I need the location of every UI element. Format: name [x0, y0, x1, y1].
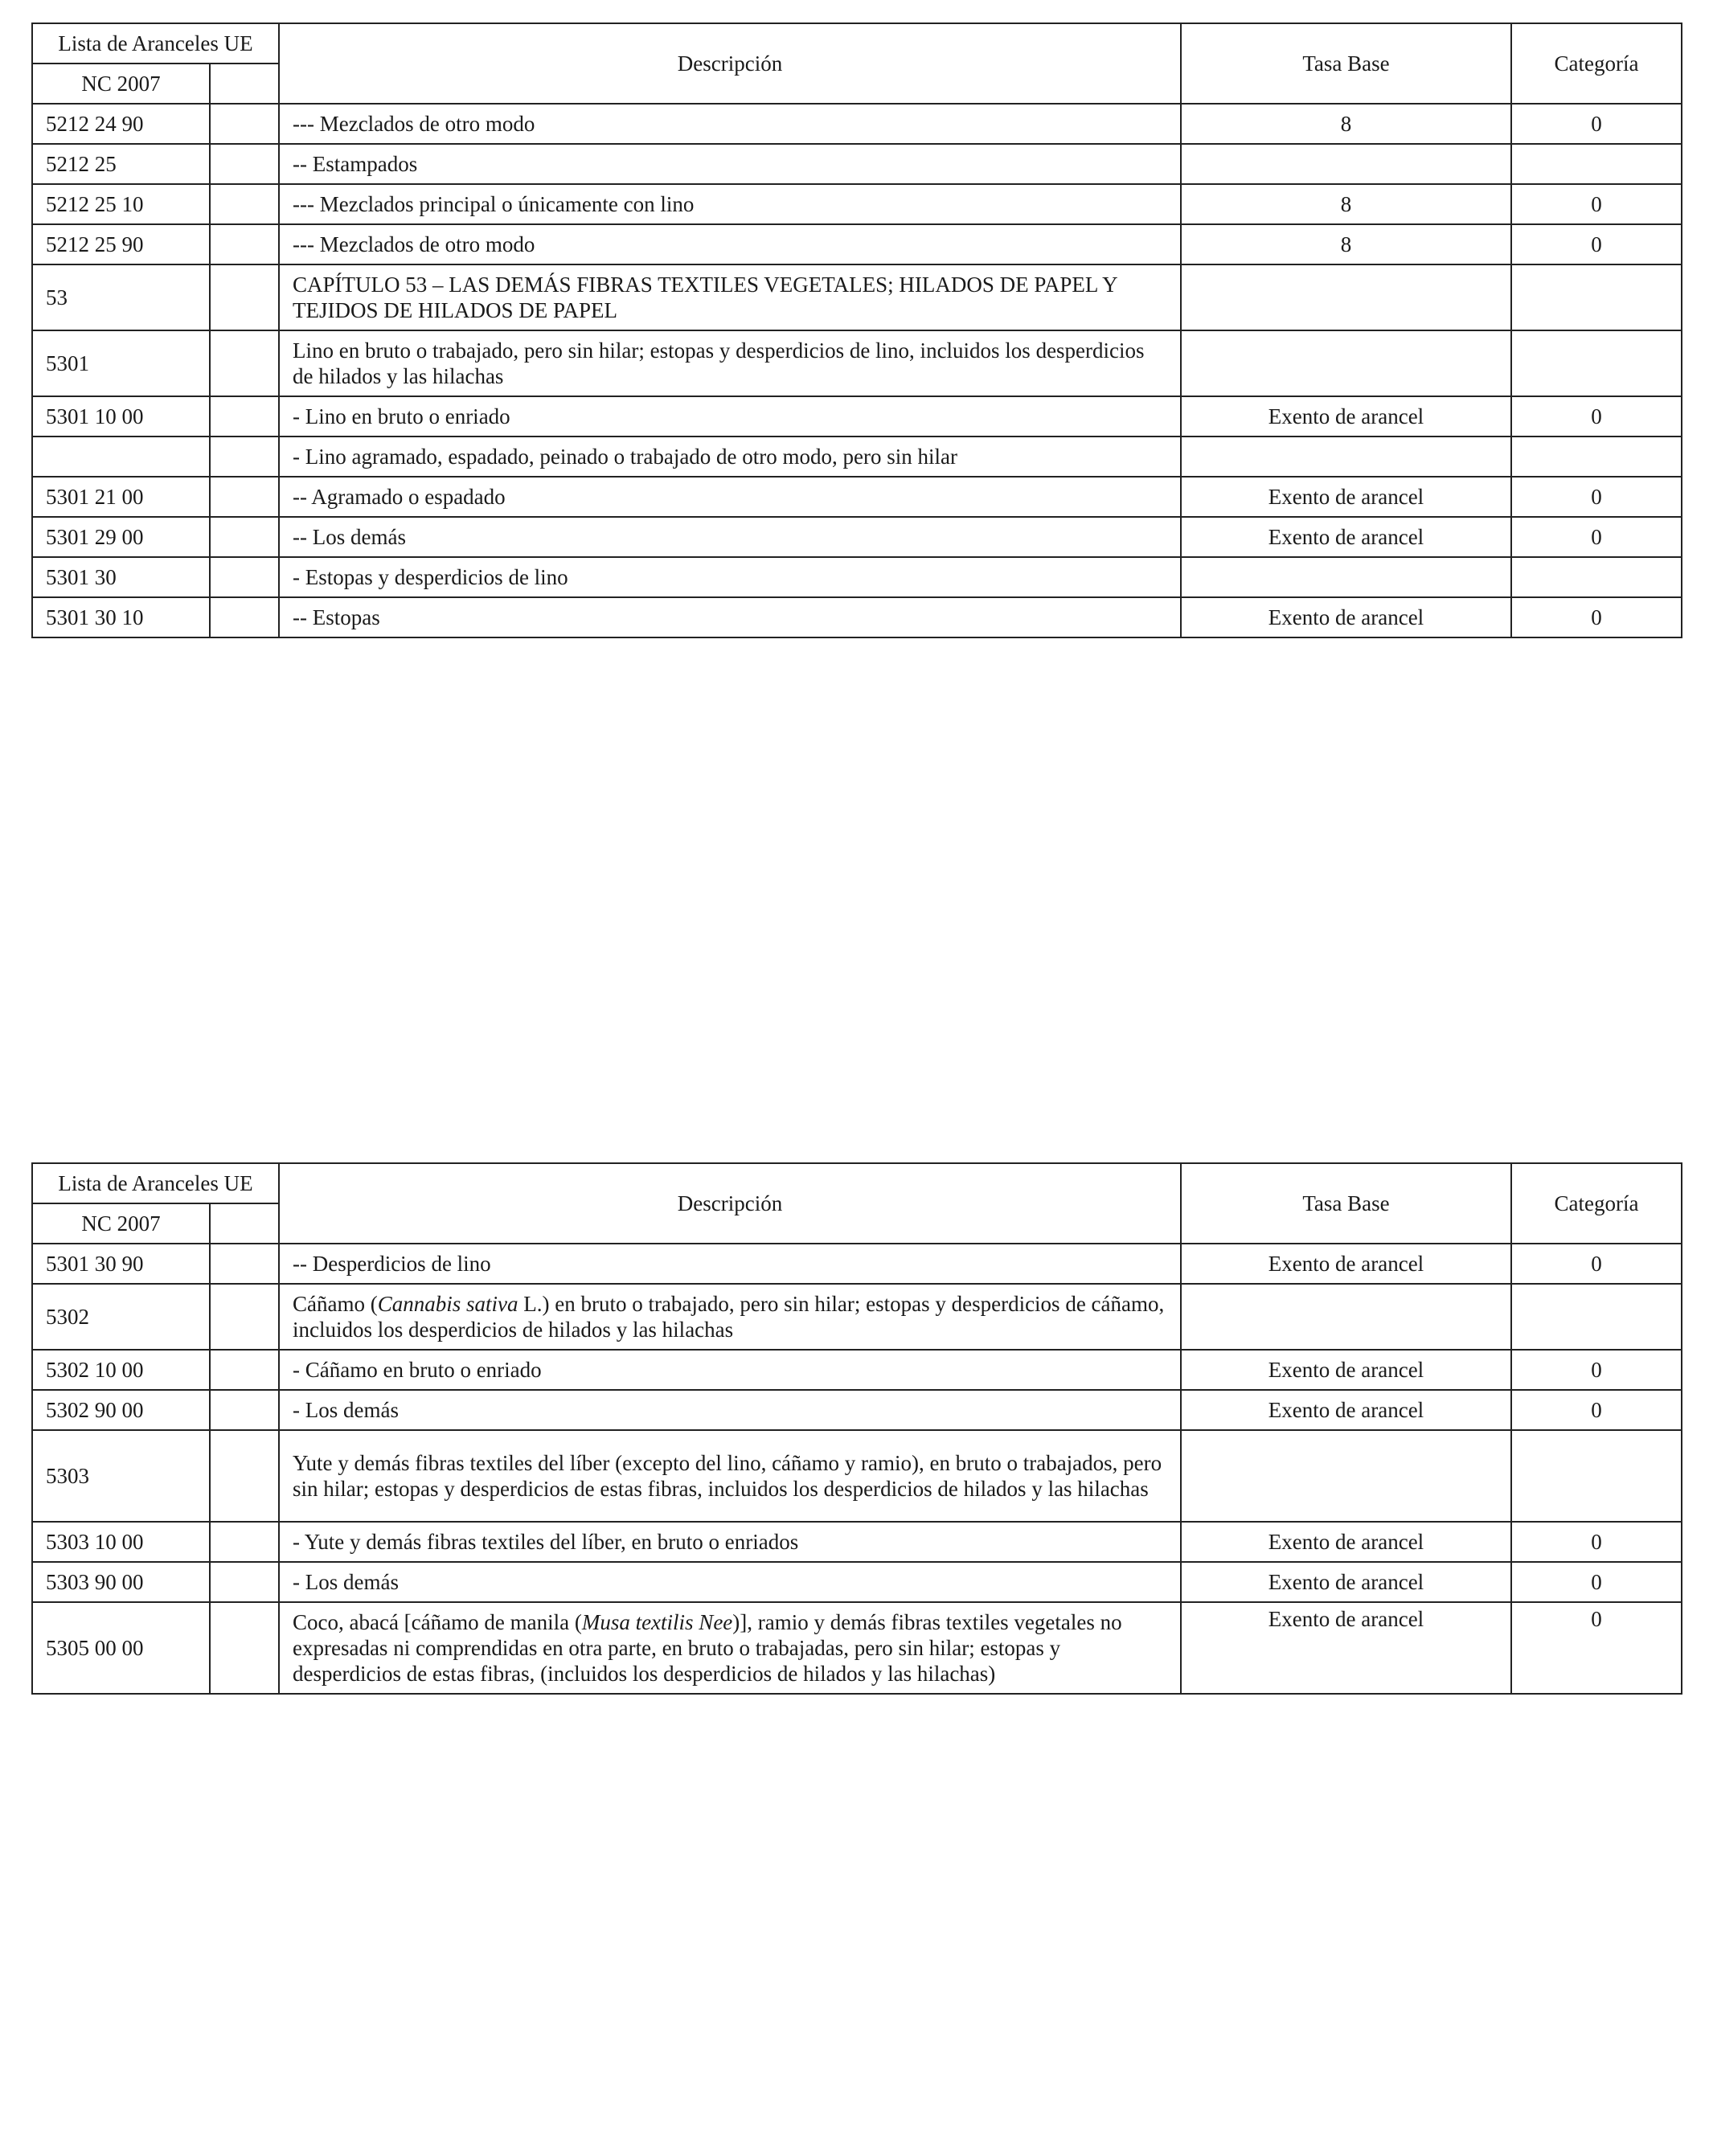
table-row [32, 517, 1682, 557]
row-categoria: 0 [1511, 1350, 1682, 1390]
row-tasa-base [1181, 144, 1511, 184]
header-descripcion: Descripción [279, 1163, 1181, 1244]
row-tasa-base: 8 [1181, 104, 1511, 144]
header-lista-aranceles: Lista de Aranceles UE [32, 1163, 279, 1203]
row-code: 5212 25 90 [32, 224, 210, 264]
row-tasa-base: Exento de arancel [1181, 1562, 1511, 1602]
table-row [32, 437, 1682, 477]
header-categoria: Categoría [1511, 1163, 1682, 1244]
row-tasa-base: 8 [1181, 184, 1511, 224]
row-categoria: 0 [1511, 1390, 1682, 1430]
row-description: -- Los demás [279, 517, 1181, 557]
row-description: --- Mezclados de otro modo [279, 224, 1181, 264]
row-tasa-base [1181, 1284, 1511, 1350]
desc-scientific-name: Cannabis sativa [377, 1292, 518, 1316]
desc-text-post: )], ramio y demás fibras textiles vegetales no expresadas ni comprendidas en otra parte, en bruto o trabajadas, pero sin hilar; estopas y desperdicios de estas fibras, (incluidos los desperdicios de hilados y las hilachas) [293, 1610, 1122, 1686]
header-tasa-base: Tasa Base [1181, 23, 1511, 104]
header-empty-cell [210, 1203, 279, 1244]
row-code: 5212 25 [32, 144, 210, 184]
row-code: 5302 [32, 1284, 210, 1350]
row-code: 5212 25 10 [32, 184, 210, 224]
row-tasa-base: Exento de arancel [1181, 477, 1511, 517]
table-header-row [32, 23, 1682, 64]
table-row [32, 1522, 1682, 1562]
row-tasa-base: Exento de arancel [1181, 1390, 1511, 1430]
row-categoria: 0 [1511, 184, 1682, 224]
row-description: -- Estampados [279, 144, 1181, 184]
table-row [32, 104, 1682, 144]
header-empty-cell [210, 64, 279, 104]
row-categoria: 0 [1511, 517, 1682, 557]
row-tasa-base: Exento de arancel [1181, 396, 1511, 437]
row-tasa-base: Exento de arancel [1181, 1602, 1511, 1694]
row-code: 5303 10 00 [32, 1522, 210, 1562]
row-description [279, 1284, 1181, 1350]
row-code: 5301 29 00 [32, 517, 210, 557]
row-categoria: 0 [1511, 104, 1682, 144]
desc-text-pre: Cáñamo ( [293, 1292, 378, 1316]
row-categoria [1511, 264, 1682, 330]
row-tasa-base: Exento de arancel [1181, 1522, 1511, 1562]
desc-scientific-name: Musa textilis Nee [581, 1610, 733, 1634]
row-description: -- Desperdicios de lino [279, 1244, 1181, 1284]
row-categoria [1511, 144, 1682, 184]
row-code: 5305 00 00 [32, 1602, 210, 1694]
table-row [32, 1350, 1682, 1390]
header-tasa-base: Tasa Base [1181, 1163, 1511, 1244]
row-tasa-base [1181, 264, 1511, 330]
table-row [32, 1602, 1682, 1694]
row-categoria: 0 [1511, 396, 1682, 437]
table-row [32, 184, 1682, 224]
desc-text-post: L.) en bruto o trabajado, pero sin hilar; estopas y desperdicios de cáñamo, incluidos los desperdicios de hilados y las hilachas [293, 1292, 1165, 1342]
desc-text-pre: Coco, abacá [cáñamo de manila ( [293, 1610, 582, 1634]
header-lista-aranceles: Lista de Aranceles UE [32, 23, 279, 64]
row-tasa-base [1181, 437, 1511, 477]
table-row [32, 1430, 1682, 1522]
table-row [32, 1390, 1682, 1430]
row-description: - Lino agramado, espadado, peinado o trabajado de otro modo, pero sin hilar [279, 437, 1181, 477]
table-row [32, 1284, 1682, 1350]
header-descripcion: Descripción [279, 23, 1181, 104]
row-categoria: 0 [1511, 597, 1682, 637]
row-code: 5302 90 00 [32, 1390, 210, 1430]
row-code: 5301 10 00 [32, 396, 210, 437]
row-description: -- Estopas [279, 597, 1181, 637]
table-row [32, 597, 1682, 637]
row-tasa-base: 8 [1181, 224, 1511, 264]
row-tasa-base [1181, 557, 1511, 597]
table-row [32, 1562, 1682, 1602]
table-row [32, 144, 1682, 184]
row-code: 5301 [32, 330, 210, 396]
table-row [32, 557, 1682, 597]
row-code: 5301 30 10 [32, 597, 210, 637]
row-description: Lino en bruto o trabajado, pero sin hilar; estopas y desperdicios de lino, incluidos los desperdicios de hilados y las hilachas [279, 330, 1181, 396]
row-tasa-base: Exento de arancel [1181, 597, 1511, 637]
table-header-row [32, 1163, 1682, 1203]
row-description: - Los demás [279, 1562, 1181, 1602]
row-tasa-base [1181, 1430, 1511, 1522]
table-row [32, 330, 1682, 396]
row-tasa-base [1181, 330, 1511, 396]
row-description [279, 1602, 1181, 1694]
row-code: 53 [32, 264, 210, 330]
row-categoria: 0 [1511, 477, 1682, 517]
row-description: -- Agramado o espadado [279, 477, 1181, 517]
row-description: - Cáñamo en bruto o enriado [279, 1350, 1181, 1390]
row-description: --- Mezclados de otro modo [279, 104, 1181, 144]
row-categoria [1511, 437, 1682, 477]
row-code: 5302 10 00 [32, 1350, 210, 1390]
row-tasa-base: Exento de arancel [1181, 517, 1511, 557]
row-description: CAPÍTULO 53 – LAS DEMÁS FIBRAS TEXTILES VEGETALES; HILADOS DE PAPEL Y TEJIDOS DE HILADOS DE PAPEL [279, 264, 1181, 330]
row-categoria: 0 [1511, 224, 1682, 264]
row-description: - Lino en bruto o enriado [279, 396, 1181, 437]
row-description: --- Mezclados principal o únicamente con lino [279, 184, 1181, 224]
row-code: 5301 30 90 [32, 1244, 210, 1284]
row-code: 5303 90 00 [32, 1562, 210, 1602]
row-categoria [1511, 1430, 1682, 1522]
row-categoria [1511, 557, 1682, 597]
row-description: - Los demás [279, 1390, 1181, 1430]
row-code: 5301 30 [32, 557, 210, 597]
tariff-table-2 [31, 1162, 1682, 1695]
row-categoria [1511, 330, 1682, 396]
table-row [32, 477, 1682, 517]
tariff-table-1 [31, 23, 1682, 638]
row-tasa-base: Exento de arancel [1181, 1244, 1511, 1284]
row-code: 5212 24 90 [32, 104, 210, 144]
row-categoria: 0 [1511, 1522, 1682, 1562]
row-categoria: 0 [1511, 1562, 1682, 1602]
row-description: Yute y demás fibras textiles del líber (excepto del lino, cáñamo y ramio), en bruto o trabajados, pero sin hilar; estopas y desperdicios de estas fibras, incluidos los desperdicios de hilados y las hilachas [279, 1430, 1181, 1522]
table-row [32, 264, 1682, 330]
row-description: - Estopas y desperdicios de lino [279, 557, 1181, 597]
table-row [32, 396, 1682, 437]
row-categoria: 0 [1511, 1602, 1682, 1694]
row-code [32, 437, 210, 477]
header-nc-2007: NC 2007 [32, 64, 210, 104]
header-categoria: Categoría [1511, 23, 1682, 104]
row-categoria [1511, 1284, 1682, 1350]
header-nc-2007: NC 2007 [32, 1203, 210, 1244]
table-row [32, 224, 1682, 264]
row-code: 5303 [32, 1430, 210, 1522]
row-categoria: 0 [1511, 1244, 1682, 1284]
row-code: 5301 21 00 [32, 477, 210, 517]
row-tasa-base: Exento de arancel [1181, 1350, 1511, 1390]
table-row [32, 1244, 1682, 1284]
row-description: - Yute y demás fibras textiles del líber, en bruto o enriados [279, 1522, 1181, 1562]
